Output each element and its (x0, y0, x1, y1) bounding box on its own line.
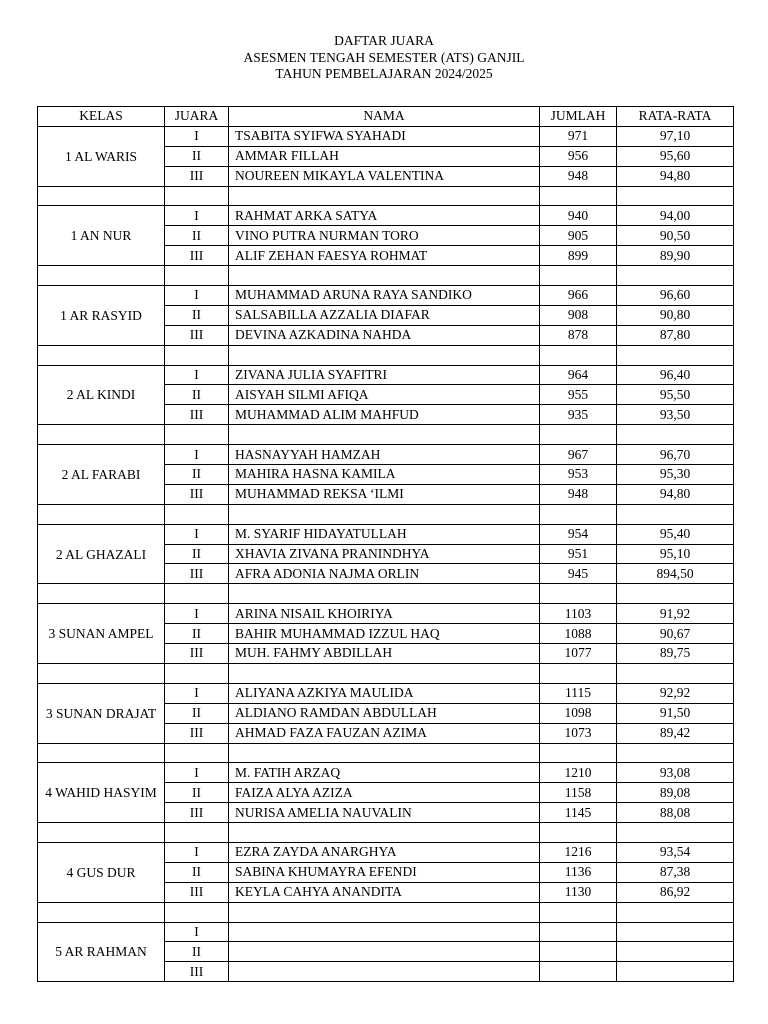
rata-rata-cell: 894,50 (617, 564, 734, 584)
empty-cell (38, 823, 165, 843)
juara-cell: II (165, 305, 229, 325)
jumlah-cell: 1136 (540, 862, 617, 882)
jumlah-cell: 971 (540, 126, 617, 146)
nama-cell: MUHAMMAD ARUNA RAYA SANDIKO (229, 286, 540, 306)
jumlah-cell: 955 (540, 385, 617, 405)
nama-cell: DEVINA AZKADINA NAHDA (229, 325, 540, 345)
juara-cell: II (165, 146, 229, 166)
empty-cell (229, 584, 540, 604)
empty-cell (617, 743, 734, 763)
juara-cell: I (165, 286, 229, 306)
jumlah-cell: 967 (540, 445, 617, 465)
spacer-row (38, 743, 734, 763)
nama-cell (229, 942, 540, 962)
juara-cell: I (165, 683, 229, 703)
rata-rata-cell: 96,70 (617, 445, 734, 465)
rata-rata-cell: 94,80 (617, 484, 734, 504)
jumlah-cell: 1073 (540, 723, 617, 743)
empty-cell (38, 584, 165, 604)
jumlah-cell: 1115 (540, 683, 617, 703)
empty-cell (38, 902, 165, 922)
rata-rata-cell (617, 922, 734, 942)
kelas-cell: 4 GUS DUR (38, 842, 165, 902)
empty-cell (229, 504, 540, 524)
rata-rata-cell: 89,42 (617, 723, 734, 743)
jumlah-cell: 908 (540, 305, 617, 325)
nama-cell: BAHIR MUHAMMAD IZZUL HAQ (229, 624, 540, 644)
rata-rata-cell: 95,40 (617, 524, 734, 544)
table-row (38, 604, 734, 624)
rata-rata-cell: 95,30 (617, 465, 734, 485)
header-jumlah: JUMLAH (540, 107, 617, 127)
nama-cell: MUHAMMAD REKSA ‘ILMI (229, 484, 540, 504)
juara-cell: I (165, 842, 229, 862)
juara-cell: III (165, 246, 229, 266)
rata-rata-cell: 94,80 (617, 166, 734, 186)
nama-cell: M. FATIH ARZAQ (229, 763, 540, 783)
empty-cell (540, 663, 617, 683)
jumlah-cell: 1216 (540, 842, 617, 862)
nama-cell: SALSABILLA AZZALIA DIAFAR (229, 305, 540, 325)
juara-cell: III (165, 325, 229, 345)
juara-cell: III (165, 644, 229, 664)
empty-cell (38, 186, 165, 206)
juara-cell: II (165, 226, 229, 246)
table-row (38, 126, 734, 146)
jumlah-cell (540, 922, 617, 942)
juara-cell: II (165, 942, 229, 962)
rata-rata-cell: 89,90 (617, 246, 734, 266)
juara-cell: II (165, 465, 229, 485)
juara-cell: III (165, 564, 229, 584)
rata-rata-cell: 87,38 (617, 862, 734, 882)
empty-cell (229, 345, 540, 365)
rata-rata-cell: 89,08 (617, 783, 734, 803)
nama-cell: EZRA ZAYDA ANARGHYA (229, 842, 540, 862)
empty-cell (617, 425, 734, 445)
empty-cell (165, 823, 229, 843)
header-nama: NAMA (229, 107, 540, 127)
empty-cell (165, 504, 229, 524)
document-header (0, 33, 768, 83)
title-line-1: DAFTAR JUARA (334, 33, 434, 48)
juara-cell: I (165, 445, 229, 465)
empty-cell (229, 266, 540, 286)
jumlah-cell: 945 (540, 564, 617, 584)
empty-cell (540, 823, 617, 843)
empty-cell (540, 266, 617, 286)
juara-cell: III (165, 723, 229, 743)
jumlah-cell: 1098 (540, 703, 617, 723)
rata-rata-cell: 87,80 (617, 325, 734, 345)
table-row (38, 683, 734, 703)
empty-cell (165, 584, 229, 604)
header-rata-rata: RATA-RATA (617, 107, 734, 127)
nama-cell: M. SYARIF HIDAYATULLAH (229, 524, 540, 544)
spacer-row (38, 345, 734, 365)
empty-cell (38, 425, 165, 445)
spacer-row (38, 584, 734, 604)
kelas-cell: 2 AL KINDI (38, 365, 165, 425)
rata-rata-cell: 88,08 (617, 803, 734, 823)
empty-cell (540, 584, 617, 604)
spacer-row (38, 663, 734, 683)
jumlah-cell: 935 (540, 405, 617, 425)
jumlah-cell: 1158 (540, 783, 617, 803)
results-table (37, 106, 734, 982)
juara-cell: III (165, 405, 229, 425)
table-row (38, 286, 734, 306)
empty-cell (38, 743, 165, 763)
rata-rata-cell: 94,00 (617, 206, 734, 226)
jumlah-cell: 1210 (540, 763, 617, 783)
nama-cell: RAHMAT ARKA SATYA (229, 206, 540, 226)
empty-cell (229, 743, 540, 763)
rata-rata-cell: 91,92 (617, 604, 734, 624)
empty-cell (38, 663, 165, 683)
table-row (38, 365, 734, 385)
nama-cell: AFRA ADONIA NAJMA ORLIN (229, 564, 540, 584)
kelas-cell: 1 AR RASYID (38, 286, 165, 346)
jumlah-cell: 966 (540, 286, 617, 306)
nama-cell: MUH. FAHMY ABDILLAH (229, 644, 540, 664)
kelas-cell: 1 AL WARIS (38, 126, 165, 186)
empty-cell (617, 584, 734, 604)
jumlah-cell: 1103 (540, 604, 617, 624)
empty-cell (38, 345, 165, 365)
rata-rata-cell: 90,80 (617, 305, 734, 325)
header-kelas: KELAS (38, 107, 165, 127)
juara-cell: I (165, 922, 229, 942)
jumlah-cell: 1145 (540, 803, 617, 823)
nama-cell: ALDIANO RAMDAN ABDULLAH (229, 703, 540, 723)
nama-cell: ALIF ZEHAN FAESYA ROHMAT (229, 246, 540, 266)
empty-cell (617, 345, 734, 365)
table-row (38, 445, 734, 465)
empty-cell (617, 663, 734, 683)
rata-rata-cell: 93,54 (617, 842, 734, 862)
rata-rata-cell: 93,08 (617, 763, 734, 783)
nama-cell: ZIVANA JULIA SYAFITRI (229, 365, 540, 385)
kelas-cell: 3 SUNAN AMPEL (38, 604, 165, 664)
rata-rata-cell: 96,60 (617, 286, 734, 306)
nama-cell: KEYLA CAHYA ANANDITA (229, 882, 540, 902)
empty-cell (540, 186, 617, 206)
nama-cell: XHAVIA ZIVANA PRANINDHYA (229, 544, 540, 564)
table-body (38, 126, 734, 981)
empty-cell (165, 186, 229, 206)
nama-cell: NURISA AMELIA NAUVALIN (229, 803, 540, 823)
nama-cell (229, 962, 540, 982)
rata-rata-cell: 96,40 (617, 365, 734, 385)
juara-cell: III (165, 962, 229, 982)
rata-rata-cell: 95,50 (617, 385, 734, 405)
nama-cell: ALIYANA AZKIYA MAULIDA (229, 683, 540, 703)
jumlah-cell: 951 (540, 544, 617, 564)
empty-cell (540, 743, 617, 763)
juara-cell: II (165, 385, 229, 405)
empty-cell (229, 902, 540, 922)
empty-cell (229, 823, 540, 843)
table-row (38, 524, 734, 544)
juara-cell: I (165, 126, 229, 146)
juara-cell: III (165, 484, 229, 504)
jumlah-cell (540, 942, 617, 962)
nama-cell: NOUREEN MIKAYLA VALENTINA (229, 166, 540, 186)
jumlah-cell: 956 (540, 146, 617, 166)
empty-cell (540, 504, 617, 524)
empty-cell (165, 345, 229, 365)
empty-cell (617, 504, 734, 524)
jumlah-cell: 954 (540, 524, 617, 544)
empty-cell (617, 266, 734, 286)
juara-cell: I (165, 604, 229, 624)
empty-cell (165, 425, 229, 445)
rata-rata-cell: 86,92 (617, 882, 734, 902)
rata-rata-cell (617, 962, 734, 982)
jumlah-cell: 1077 (540, 644, 617, 664)
spacer-row (38, 425, 734, 445)
nama-cell: FAIZA ALYA AZIZA (229, 783, 540, 803)
kelas-cell: 4 WAHID HASYIM (38, 763, 165, 823)
table-header-row (38, 107, 734, 127)
empty-cell (165, 663, 229, 683)
juara-cell: II (165, 544, 229, 564)
table-row (38, 763, 734, 783)
jumlah-cell (540, 962, 617, 982)
spacer-row (38, 186, 734, 206)
rata-rata-cell: 97,10 (617, 126, 734, 146)
juara-cell: I (165, 763, 229, 783)
jumlah-cell: 899 (540, 246, 617, 266)
juara-cell: II (165, 783, 229, 803)
rata-rata-cell: 93,50 (617, 405, 734, 425)
nama-cell: MAHIRA HASNA KAMILA (229, 465, 540, 485)
kelas-cell: 5 AR RAHMAN (38, 922, 165, 982)
title-line-3: TAHUN PEMBELAJARAN 2024/2025 (275, 66, 493, 81)
jumlah-cell: 1088 (540, 624, 617, 644)
nama-cell: HASNAYYAH HAMZAH (229, 445, 540, 465)
table-row (38, 842, 734, 862)
kelas-cell: 2 AL GHAZALI (38, 524, 165, 584)
nama-cell: SABINA KHUMAYRA EFENDI (229, 862, 540, 882)
nama-cell: VINO PUTRA NURMAN TORO (229, 226, 540, 246)
jumlah-cell: 953 (540, 465, 617, 485)
empty-cell (165, 743, 229, 763)
empty-cell (165, 266, 229, 286)
spacer-row (38, 266, 734, 286)
empty-cell (229, 663, 540, 683)
juara-cell: I (165, 365, 229, 385)
table-row (38, 206, 734, 226)
empty-cell (165, 902, 229, 922)
jumlah-cell: 905 (540, 226, 617, 246)
rata-rata-cell: 89,75 (617, 644, 734, 664)
kelas-cell: 3 SUNAN DRAJAT (38, 683, 165, 743)
spacer-row (38, 823, 734, 843)
nama-cell: AMMAR FILLAH (229, 146, 540, 166)
nama-cell (229, 922, 540, 942)
jumlah-cell: 940 (540, 206, 617, 226)
nama-cell: AHMAD FAZA FAUZAN AZIMA (229, 723, 540, 743)
juara-cell: III (165, 166, 229, 186)
title-line-2: ASESMEN TENGAH SEMESTER (ATS) GANJIL (243, 49, 525, 65)
empty-cell (540, 902, 617, 922)
nama-cell: TSABITA SYIFWA SYAHADI (229, 126, 540, 146)
nama-cell: MUHAMMAD ALIM MAHFUD (229, 405, 540, 425)
empty-cell (229, 425, 540, 445)
empty-cell (617, 186, 734, 206)
empty-cell (38, 504, 165, 524)
empty-cell (540, 345, 617, 365)
juara-cell: III (165, 882, 229, 902)
jumlah-cell: 948 (540, 166, 617, 186)
nama-cell: AISYAH SILMI AFIQA (229, 385, 540, 405)
rata-rata-cell: 90,50 (617, 226, 734, 246)
juara-cell: I (165, 206, 229, 226)
table-row (38, 922, 734, 942)
juara-cell: I (165, 524, 229, 544)
juara-cell: II (165, 624, 229, 644)
empty-cell (38, 266, 165, 286)
kelas-cell: 1 AN NUR (38, 206, 165, 266)
kelas-cell: 2 AL FARABI (38, 445, 165, 505)
rata-rata-cell: 91,50 (617, 703, 734, 723)
empty-cell (229, 186, 540, 206)
jumlah-cell: 948 (540, 484, 617, 504)
juara-cell: III (165, 803, 229, 823)
rata-rata-cell (617, 942, 734, 962)
empty-cell (617, 902, 734, 922)
jumlah-cell: 878 (540, 325, 617, 345)
spacer-row (38, 902, 734, 922)
rata-rata-cell: 92,92 (617, 683, 734, 703)
rata-rata-cell: 90,67 (617, 624, 734, 644)
jumlah-cell: 1130 (540, 882, 617, 902)
empty-cell (617, 823, 734, 843)
spacer-row (38, 504, 734, 524)
juara-cell: II (165, 862, 229, 882)
header-juara: JUARA (165, 107, 229, 127)
rata-rata-cell: 95,10 (617, 544, 734, 564)
nama-cell: ARINA NISAIL KHOIRIYA (229, 604, 540, 624)
juara-cell: II (165, 703, 229, 723)
jumlah-cell: 964 (540, 365, 617, 385)
empty-cell (540, 425, 617, 445)
rata-rata-cell: 95,60 (617, 146, 734, 166)
